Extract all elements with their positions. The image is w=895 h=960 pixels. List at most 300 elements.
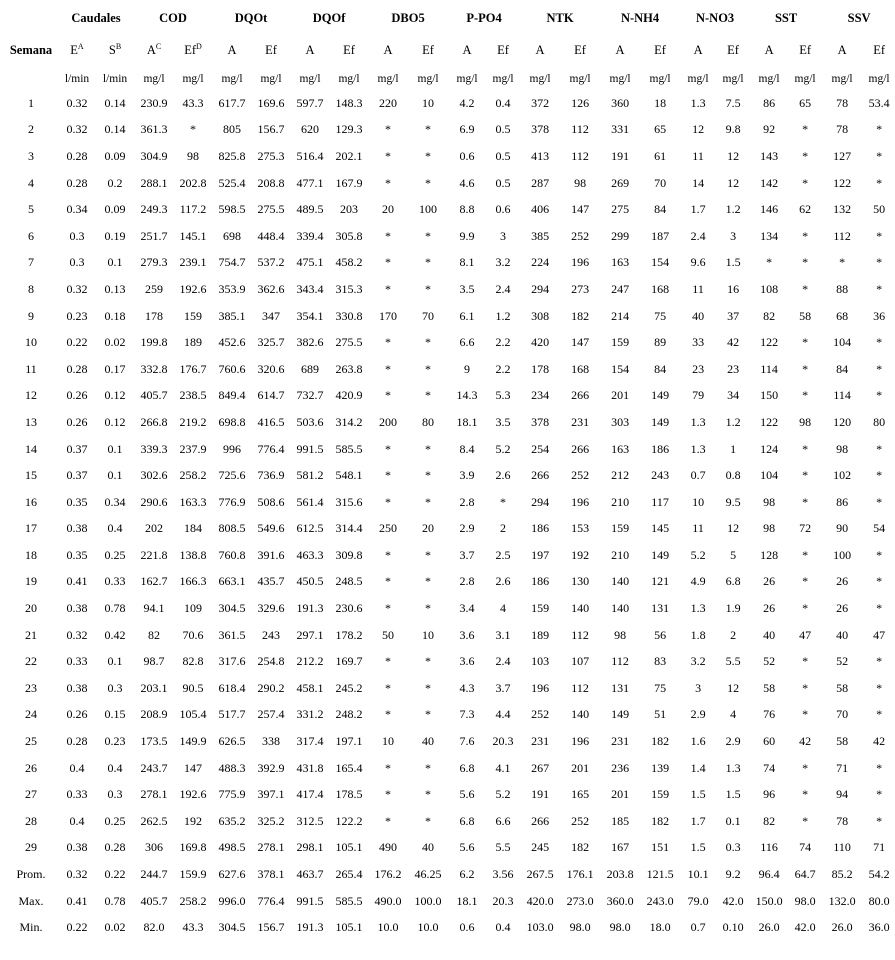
table-cell: 52 — [836, 654, 849, 669]
table-cell: 47 — [873, 627, 886, 642]
subheader-label: Ef — [343, 42, 355, 57]
table-cell: 54 — [873, 521, 886, 536]
table-cell: 1.4 — [690, 760, 706, 775]
table-cell: 0.3 — [69, 255, 85, 270]
table-cell: * — [385, 574, 392, 589]
table-cell: 238.5 — [179, 388, 207, 403]
table-cell: 849.4 — [218, 388, 246, 403]
table-cell: 5.5 — [725, 654, 741, 669]
table-cell: 266 — [571, 388, 590, 403]
table-cell: 0.41 — [66, 574, 88, 589]
table-cell: 116 — [760, 840, 778, 855]
table-cell: 2.4 — [495, 654, 511, 669]
table-cell: 75 — [654, 308, 667, 323]
table-cell: 776.4 — [257, 441, 285, 456]
table-cell: 98.0 — [609, 920, 631, 935]
table-cell: 458.1 — [296, 680, 324, 695]
table-cell: 0.6 — [495, 202, 511, 217]
table-cell: * — [425, 175, 432, 190]
table-cell: 7.3 — [459, 707, 475, 722]
table-cell: 3.7 — [495, 680, 511, 695]
table-cell: 0.02 — [104, 335, 126, 350]
table-cell: 0.1 — [107, 654, 123, 669]
table-cell: 104 — [760, 468, 779, 483]
row-label: 7 — [28, 255, 34, 270]
table-cell: 70 — [836, 707, 849, 722]
table-cell: 231 — [571, 414, 590, 429]
row-label: 1 — [28, 95, 34, 110]
table-cell: 184 — [184, 521, 203, 536]
group-header: N-NO3 — [695, 10, 735, 25]
table-cell: 9.6 — [690, 255, 706, 270]
table-cell: 124 — [760, 441, 779, 456]
table-cell: 3 — [695, 680, 702, 695]
table-cell: 302.6 — [140, 468, 168, 483]
table-cell: 203.1 — [140, 680, 168, 695]
table-cell: 3.9 — [459, 468, 475, 483]
table-cell: 0.1 — [107, 441, 123, 456]
table-cell: * — [802, 601, 809, 616]
table-cell: 0.1 — [107, 255, 123, 270]
table-cell: 10 — [692, 494, 705, 509]
table-cell: 405.7 — [140, 893, 168, 908]
table-cell: 416.5 — [257, 414, 285, 429]
table-cell: 754.7 — [218, 255, 246, 270]
table-cell: * — [425, 601, 432, 616]
table-cell: 147 — [184, 760, 203, 775]
unit-cell: mg/l — [221, 73, 243, 85]
table-cell: 159 — [651, 787, 670, 802]
table-cell: * — [802, 813, 809, 828]
table-cell: 2 — [500, 521, 507, 536]
column-subheader — [600, 32, 640, 68]
table-cell: 14.3 — [456, 388, 478, 403]
table-cell: 103 — [531, 654, 550, 669]
table-cell: 475.1 — [296, 255, 324, 270]
table-cell: 0.09 — [104, 148, 126, 163]
table-cell: 332.8 — [140, 361, 168, 376]
table-cell: 0.19 — [104, 228, 126, 243]
table-cell: * — [802, 707, 809, 722]
table-cell: 178 — [531, 361, 550, 376]
table-cell: 3 — [730, 228, 737, 243]
unit-cell: mg/l — [260, 73, 282, 85]
table-cell: * — [385, 601, 392, 616]
table-cell: 230.9 — [140, 95, 168, 110]
group-header: COD — [159, 10, 187, 25]
table-cell: 2.6 — [495, 468, 511, 483]
table-cell: 239.1 — [179, 255, 207, 270]
table-cell: 0.02 — [104, 920, 126, 935]
table-cell: 51 — [654, 707, 667, 722]
footnote-marker: C — [155, 41, 162, 51]
table-cell: 112 — [611, 654, 629, 669]
table-cell: 0.15 — [104, 707, 126, 722]
table-cell: 0.4 — [69, 760, 85, 775]
table-cell: 298.1 — [296, 840, 324, 855]
table-cell: 0.25 — [104, 547, 126, 562]
subheader-label: A — [837, 42, 847, 57]
table-cell: 0.28 — [66, 175, 88, 190]
table-cell: 257.4 — [257, 707, 285, 722]
table-cell: 0.25 — [104, 813, 126, 828]
column-subheader — [750, 32, 788, 68]
table-cell: 304.5 — [218, 920, 246, 935]
table-cell: * — [876, 494, 883, 509]
group-header: P-PO4 — [466, 10, 502, 25]
table-cell: 149 — [611, 707, 630, 722]
table-cell: 154 — [611, 361, 630, 376]
table-cell: 598.5 — [218, 202, 246, 217]
table-cell: 18.1 — [456, 893, 478, 908]
table-cell: 130 — [571, 574, 590, 589]
table-cell: 612.5 — [296, 521, 324, 536]
subheader-label: E — [70, 42, 78, 57]
table-cell: 266 — [531, 813, 550, 828]
table-cell: 2.8 — [459, 574, 475, 589]
unit-cell: mg/l — [687, 73, 709, 85]
table-cell: 42 — [799, 734, 812, 749]
table-cell: 525.4 — [218, 175, 246, 190]
table-cell: 490.0 — [374, 893, 402, 908]
table-cell: 220 — [379, 95, 398, 110]
table-cell: 165 — [571, 787, 590, 802]
column-subheader — [448, 32, 486, 68]
table-cell: 9.8 — [725, 122, 741, 137]
table-cell: * — [385, 122, 392, 137]
table-cell: 150 — [760, 388, 779, 403]
table-cell: 4 — [500, 601, 507, 616]
table-cell: 287 — [531, 175, 550, 190]
table-cell: * — [802, 388, 809, 403]
table-row — [4, 143, 895, 170]
table-cell: 1.5 — [725, 787, 741, 802]
table-cell: 140 — [611, 601, 630, 616]
table-cell: 178 — [145, 308, 164, 323]
table-cell: 251.7 — [140, 228, 168, 243]
table-cell: 338 — [262, 734, 281, 749]
table-cell: 10 — [422, 95, 435, 110]
table-cell: 169.6 — [257, 95, 285, 110]
table-cell: * — [802, 680, 809, 695]
unit-cell: mg/l — [722, 73, 744, 85]
table-row — [4, 117, 895, 144]
table-cell: 0.7 — [690, 920, 706, 935]
table-cell: 0.35 — [66, 494, 88, 509]
unit-cell: mg/l — [143, 73, 165, 85]
table-cell: 192 — [184, 813, 203, 828]
table-cell: 86 — [763, 95, 776, 110]
table-cell: * — [385, 760, 392, 775]
column-subheader — [58, 32, 96, 68]
table-cell: 262.5 — [140, 813, 168, 828]
table-cell: 108 — [760, 281, 779, 296]
subheader-label: Ef — [265, 42, 277, 57]
table-cell: 2.8 — [459, 494, 475, 509]
table-cell: 243.7 — [140, 760, 168, 775]
table-cell: 20.3 — [492, 893, 514, 908]
table-cell: 186 — [531, 574, 550, 589]
table-cell: * — [385, 547, 392, 562]
table-cell: 168 — [651, 281, 670, 296]
column-subheader — [290, 32, 330, 68]
row-label: 13 — [25, 414, 37, 429]
table-cell: 5.3 — [495, 388, 511, 403]
subheader-label: Ef — [873, 42, 885, 57]
table-cell: 3.2 — [690, 654, 706, 669]
table-cell: 597.7 — [296, 95, 324, 110]
table-row — [4, 808, 895, 835]
row-label: 26 — [25, 760, 37, 775]
table-cell: 0.37 — [66, 468, 88, 483]
table-cell: 201 — [571, 760, 590, 775]
table-row — [4, 196, 895, 223]
footnote-marker: D — [196, 41, 202, 51]
table-cell: 178.5 — [335, 787, 363, 802]
table-cell: 2.2 — [495, 361, 511, 376]
table-cell: 85.2 — [831, 867, 853, 882]
table-cell: 698.8 — [218, 414, 246, 429]
table-row — [4, 542, 895, 569]
table-cell: 43.3 — [182, 920, 204, 935]
table-cell: 635.2 — [218, 813, 246, 828]
table-cell: 71 — [836, 760, 849, 775]
table-row — [4, 569, 895, 596]
table-cell: 996 — [223, 441, 242, 456]
table-cell: * — [425, 468, 432, 483]
table-cell: 191.3 — [296, 920, 324, 935]
table-cell: 0.41 — [66, 893, 88, 908]
unit-cell: mg/l — [831, 73, 853, 85]
table-cell: * — [802, 122, 809, 137]
table-cell: 581.2 — [296, 468, 324, 483]
table-cell: 82 — [763, 308, 776, 323]
table-cell: * — [802, 335, 809, 350]
table-cell: 156.7 — [257, 122, 285, 137]
unit-cell: mg/l — [758, 73, 780, 85]
table-cell: 0.18 — [104, 308, 126, 323]
table-cell: 40 — [836, 627, 849, 642]
subheader-label: Ef — [727, 42, 739, 57]
row-label: 11 — [25, 361, 37, 376]
table-cell: 420.0 — [526, 893, 554, 908]
table-cell: 991.5 — [296, 893, 324, 908]
table-cell: 126 — [571, 95, 590, 110]
table-cell: 278.1 — [140, 787, 168, 802]
subheader-label: A — [764, 42, 774, 57]
table-cell: 273.0 — [566, 893, 594, 908]
table-cell: 149.9 — [179, 734, 207, 749]
table-cell: 278.1 — [257, 840, 285, 855]
table-cell: 61 — [654, 148, 667, 163]
table-cell: 4.6 — [459, 175, 475, 190]
table-cell: 360.0 — [606, 893, 634, 908]
column-subheader — [520, 32, 560, 68]
table-cell: 0.09 — [104, 202, 126, 217]
column-subheader — [368, 32, 408, 68]
table-cell: 1.6 — [690, 734, 706, 749]
table-cell: 378 — [531, 414, 550, 429]
table-cell: 43.3 — [182, 95, 204, 110]
table-cell: 498.5 — [218, 840, 246, 855]
table-cell: * — [385, 707, 392, 722]
table-cell: 5 — [730, 547, 737, 562]
table-cell: 82.0 — [143, 920, 165, 935]
table-cell: 266.8 — [140, 414, 168, 429]
table-cell: * — [802, 148, 809, 163]
row-label: 5 — [28, 202, 34, 217]
table-cell: 74 — [799, 840, 812, 855]
table-cell: 0.3 — [725, 840, 741, 855]
table-cell: 84 — [654, 361, 667, 376]
column-subheader — [640, 32, 680, 68]
table-cell: 78 — [836, 122, 849, 137]
table-cell: 140 — [571, 601, 590, 616]
table-cell: 191.3 — [296, 601, 324, 616]
column-subheader — [822, 32, 862, 68]
table-cell: * — [385, 255, 392, 270]
table-cell: 273 — [571, 281, 590, 296]
table-cell: 279.3 — [140, 255, 168, 270]
summary-row — [4, 888, 895, 915]
table-cell: 1.3 — [690, 601, 706, 616]
table-cell: 259 — [145, 281, 164, 296]
table-cell: * — [876, 441, 883, 456]
table-cell: 317.6 — [218, 654, 246, 669]
table-cell: 78 — [836, 813, 849, 828]
table-cell: 448.4 — [257, 228, 285, 243]
table-cell: 405.7 — [140, 388, 168, 403]
table-cell: 0.14 — [104, 95, 126, 110]
table-cell: 0.26 — [66, 388, 88, 403]
table-cell: 297.1 — [296, 627, 324, 642]
table-cell: 2.4 — [495, 281, 511, 296]
row-label: 3 — [28, 148, 34, 163]
table-cell: 6.8 — [459, 813, 475, 828]
table-cell: 65 — [799, 95, 812, 110]
table-cell: 275.3 — [257, 148, 285, 163]
table-cell: 265.4 — [335, 867, 363, 882]
column-subheader — [330, 32, 368, 68]
table-cell: 689 — [301, 361, 320, 376]
table-cell: 98.0 — [794, 893, 816, 908]
table-row — [4, 223, 895, 250]
table-cell: 353.9 — [218, 281, 246, 296]
subheader-label: Ef — [799, 42, 811, 57]
table-cell: 84 — [654, 202, 667, 217]
subheader-label: Ef — [654, 42, 666, 57]
table-cell: 1.2 — [725, 202, 741, 217]
table-cell: 58 — [799, 308, 812, 323]
table-cell: 0.4 — [107, 760, 123, 775]
table-cell: 80 — [422, 414, 435, 429]
table-cell: 614.7 — [257, 388, 285, 403]
table-cell: 339.3 — [140, 441, 168, 456]
table-cell: 42.0 — [722, 893, 744, 908]
table-cell: 10 — [422, 627, 435, 642]
table-cell: 5.6 — [459, 840, 475, 855]
table-cell: 3.2 — [495, 255, 511, 270]
table-cell: 516.4 — [296, 148, 324, 163]
table-cell: 0.26 — [66, 414, 88, 429]
table-cell: 18.1 — [456, 414, 478, 429]
table-cell: 203.8 — [606, 867, 634, 882]
table-cell: 47 — [799, 627, 812, 642]
table-cell: 3 — [500, 228, 507, 243]
table-cell: * — [425, 494, 432, 509]
table-cell: 549.6 — [257, 521, 285, 536]
table-cell: 11 — [692, 281, 704, 296]
table-cell: 105.1 — [335, 840, 363, 855]
table-cell: 231 — [531, 734, 550, 749]
table-cell: 80.0 — [868, 893, 890, 908]
table-cell: 0.32 — [66, 95, 88, 110]
table-cell: 78 — [836, 95, 849, 110]
table-cell: 617.7 — [218, 95, 246, 110]
table-cell: * — [802, 574, 809, 589]
table-cell: * — [385, 468, 392, 483]
table-row — [4, 90, 895, 117]
table-cell: 776.4 — [257, 893, 285, 908]
table-cell: 450.5 — [296, 574, 324, 589]
table-cell: 98 — [574, 175, 587, 190]
table-cell: 98.0 — [569, 920, 591, 935]
table-cell: 288.1 — [140, 175, 168, 190]
table-cell: 378.1 — [257, 867, 285, 882]
table-cell: 154 — [651, 255, 670, 270]
table-cell: 112 — [833, 228, 851, 243]
table-cell: 159 — [611, 335, 630, 350]
table-cell: 82.8 — [182, 654, 204, 669]
table-cell: 74 — [763, 760, 776, 775]
table-cell: 267.5 — [526, 867, 554, 882]
table-cell: 0.34 — [104, 494, 126, 509]
table-cell: 12 — [727, 148, 740, 163]
table-cell: 26 — [836, 601, 849, 616]
table-cell: 70.6 — [182, 627, 204, 642]
table-cell: 1.7 — [690, 813, 706, 828]
table-cell: * — [425, 680, 432, 695]
table-cell: * — [802, 361, 809, 376]
subheader-label: A — [146, 42, 156, 57]
unit-cell: mg/l — [609, 73, 631, 85]
subheader-label: Ef — [422, 42, 434, 57]
table-cell: 212.2 — [296, 654, 324, 669]
table-row — [4, 383, 895, 410]
table-cell: 361.5 — [218, 627, 246, 642]
table-cell: 382.6 — [296, 335, 324, 350]
column-subheader — [252, 32, 290, 68]
table-cell: * — [802, 228, 809, 243]
table-cell: 252 — [571, 813, 590, 828]
table-cell: 40 — [692, 308, 705, 323]
table-cell: * — [385, 281, 392, 296]
table-cell: 165.4 — [335, 760, 363, 775]
table-cell: 406 — [531, 202, 550, 217]
subheader-label: Ef — [497, 42, 509, 57]
table-cell: 112 — [571, 680, 589, 695]
wastewater-data-table — [4, 4, 895, 941]
table-cell: 148.3 — [335, 95, 363, 110]
table-cell: 208.8 — [257, 175, 285, 190]
unit-cell: mg/l — [492, 73, 514, 85]
table-cell: * — [385, 361, 392, 376]
table-cell: 210 — [611, 547, 630, 562]
table-cell: 503.6 — [296, 414, 324, 429]
table-cell: 197 — [531, 547, 550, 562]
table-cell: 0.32 — [66, 281, 88, 296]
table-cell: 372 — [531, 95, 550, 110]
